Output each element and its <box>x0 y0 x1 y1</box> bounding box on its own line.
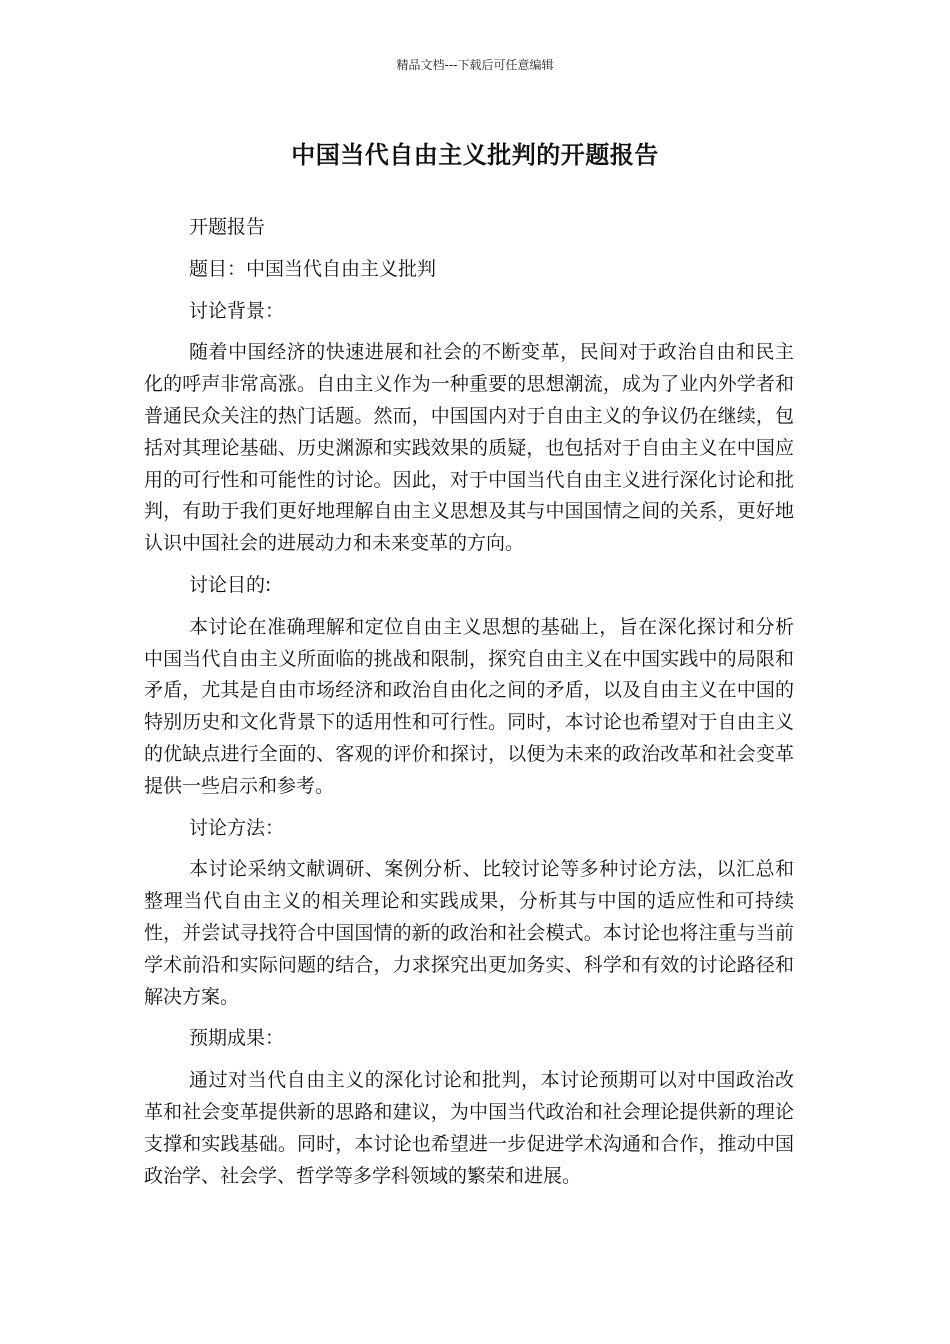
paragraph-expected-results: 通过对当代自由主义的深化讨论和批判，本讨论预期可以对中国政治改革和社会变革提供新的思路和建议，为中国当代政治和社会理论提供新的理论支撑和实践基础。同时，本讨论也希望进一步促进学术沟通和合作，推动中国政治学、社会学、哲学等多学科领域的繁荣和进展。 <box>144 1069 794 1187</box>
paragraph-purpose: 本讨论在准确理解和定位自由主义思想的基础上，旨在深化探讨和分析中国当代自由主义所面临的挑战和限制，探究自由主义在中国实践中的局限和矛盾，尤其是自由市场经济和政治自由化之间的矛盾，以及自由主义在中国的特别历史和文化背景下的适用性和可行性。同时，本讨论也希望对于自由主义的优缺点进行全面的、客观的评价和探讨，以便为未来的政治改革和社会变革提供一些启示和参考。 <box>144 615 794 797</box>
heading-expected-results: 预期成果： <box>189 1027 285 1050</box>
document-body <box>144 212 794 1202</box>
heading-method: 讨论方法： <box>189 816 285 839</box>
paragraph-background: 随着中国经济的快速进展和社会的不断变革，民间对于政治自由和民主化的呼声非常高涨。自由主义作为一种重要的思想潮流，成为了业内外学者和普通民众关注的热门话题。然而，中国国内对于自由主义的争议仍在继续，包括对其理论基础、历史渊源和实践效果的质疑，也包括对于自由主义在中国应用的可行性和可能性的讨论。因此，对于中国当代自由主义进行深化讨论和批判，有助于我们更好地理解自由主义思想及其与中国国情之间的关系，更好地认识中国社会的进展动力和未来变革的方向。 <box>144 341 794 555</box>
heading-background: 讨论背景： <box>189 299 285 322</box>
heading-topic: 题目：中国当代自由主义批判 <box>189 257 437 280</box>
heading-report: 开题报告 <box>189 216 266 238</box>
document-title: 中国当代自由主义批判的开题报告 <box>291 141 659 169</box>
header-note: 精品文档---下载后可任意编辑 <box>396 58 554 72</box>
heading-purpose: 讨论目的: <box>189 573 272 596</box>
paragraph-method: 本讨论采纳文献调研、案例分析、比较讨论等多种讨论方法，以汇总和整理当代自由主义的相关理论和实践成果，分析其与中国的适应性和可持续性，并尝试寻找符合中国国情的新的政治和社会模式。本讨论也将注重与当前学术前沿和实际问题的结合，力求探究出更加务实、科学和有效的讨论路径和解决方案。 <box>144 858 794 1008</box>
